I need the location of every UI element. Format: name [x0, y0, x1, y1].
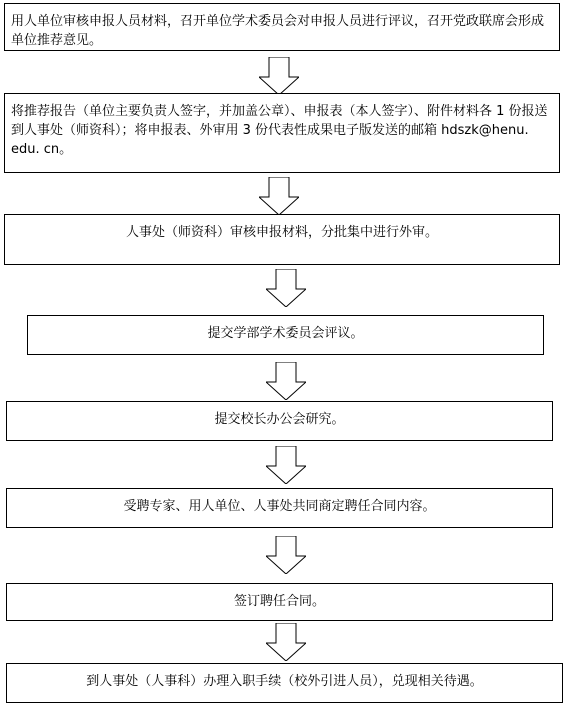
down-arrow-icon	[266, 623, 306, 661]
down-arrow-icon	[259, 57, 299, 95]
step-8-text: 到人事处（人事科）办理入职手续（校外引进人员），兑现相关待遇。	[86, 674, 483, 689]
step-1-text: 用人单位审核申报人员材料，召开单位学术委员会对申报人员进行评议，召开党政联席会形成单位推荐意见。	[11, 14, 545, 48]
down-arrow-icon	[259, 177, 299, 215]
step-box-3	[4, 214, 560, 265]
down-arrow-icon	[266, 269, 306, 307]
step-box-2	[4, 93, 560, 173]
step-box-4	[27, 315, 544, 355]
down-arrow-icon	[266, 446, 306, 484]
step-2-text: 将推荐报告（单位主要负责人签字，并加盖公章）、申报表（本人签字）、附件材料各 1 份报送到人事处（师资科）；将申报表、外审用 3 份代表性成果电子版发送的邮箱 hdszk@henu. edu. cn。	[11, 104, 548, 157]
step-6-text: 受聘专家、用人单位、人事处共同商定聘任合同内容。	[123, 499, 436, 514]
step-box-1	[4, 3, 560, 51]
step-box-7	[6, 583, 553, 621]
down-arrow-icon	[266, 362, 306, 400]
step-3-text: 人事处（师资科）审核申报材料，分批集中进行外审。	[125, 225, 438, 240]
step-box-8	[6, 663, 563, 703]
down-arrow-icon	[266, 536, 306, 574]
step-4-text: 提交学部学术委员会评议。	[207, 326, 364, 341]
step-7-text: 签订聘任合同。	[233, 594, 325, 609]
step-5-text: 提交校长办公会研究。	[214, 412, 345, 427]
step-box-6	[6, 488, 553, 528]
step-box-5	[6, 401, 553, 441]
